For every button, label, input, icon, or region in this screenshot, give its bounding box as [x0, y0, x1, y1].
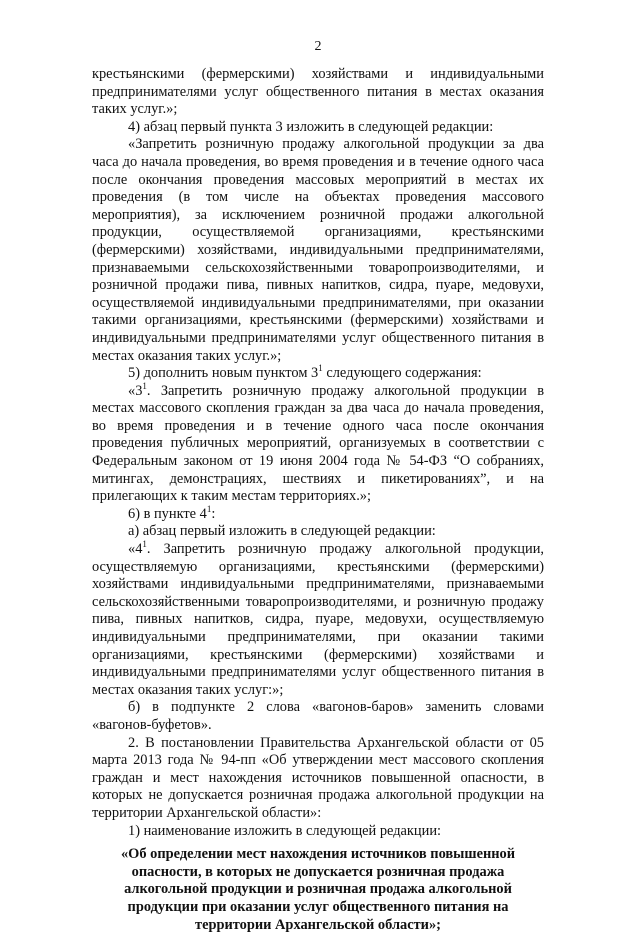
paragraph-item-4: 4) абзац первый пункта 3 изложить в следующей редакции: [128, 118, 494, 135]
paragraph-quote-4-1-pre: «4 [128, 541, 143, 558]
paragraph-quote-3-1-post: . Запретить розничную продажу алкогольной продукции в местах массового скопления граждан за два часа до начала проведения, во время проведения и в течение одного часа после окончания проведения публичных мероприятий, организуемых в соответствии с Федеральным законом от 19 июня 2004 года № 54-ФЗ “О собраниях, митингах, демонстрациях, шествиях и пикетированиях”, и на прилегающих к таким местам территориях.»; [92, 382, 544, 505]
superscript: 1 [318, 363, 323, 374]
paragraph-quote-4-1-post: . Запретить розничную продажу алкогольной продукции, осуществляемую организациями, крестьянскими (фермерскими) хозяйствами индивидуальными предпринимателями, признаваемыми сельскохозяйственными товаропроизводителями, и розничную продажу пива, пивных напитков, сидра, пуаре, медовухи, осуществляемую индивидуальными предпринимателями, при оказании такими организациями, крестьянскими (фермерскими) хозяйствами и индивидуальными предпринимателями услуг общественного питания в местах оказания таких услуг:»; [92, 541, 544, 698]
paragraph-item-6-post: : [211, 505, 216, 522]
paragraph-1: крестьянскими (фермерскими) хозяйствами и индивидуальными предпринимателями услуг общественного питания в местах оказания таких услуг.»; [92, 66, 544, 118]
superscript: 1 [206, 503, 212, 514]
superscript: 1 [142, 380, 147, 391]
paragraph-section-2-item-1: 1) наименование изложить в следующей редакции: [128, 822, 442, 839]
paragraph-quote-3-1-pre: «3 [128, 382, 143, 399]
paragraph-quote-4-1 [92, 541, 544, 699]
document-page [92, 38, 544, 934]
superscript: 1 [142, 539, 147, 550]
paragraph-item-6 [92, 503, 544, 524]
paragraph-quote-3-1 [92, 380, 544, 506]
paragraph-item-5 [92, 365, 544, 383]
page-number: 2 [314, 39, 322, 54]
paragraph-item-5-post: следующего содержания: [322, 365, 482, 382]
paragraph-item-6a: а) абзац первый изложить в следующей редакции: [128, 523, 436, 540]
paragraph-item-6-pre: 6) в пункте 4 [128, 505, 207, 522]
paragraph-quote-3: «Запретить розничную продажу алкогольной продукции за два часа до начала проведения, во время проведения и в течение одного часа после окончания проведения массовых мероприятий в местах их проведения (в том числе на объектах проведения массового мероприятия), за исключением розничной продажи алкогольной продукции, осуществляемой организациями, крестьянскими (фермерскими) хозяйствами, индивидуальными предпринимателями, признаваемыми сельскохозяйственными товаропроизводителями, и розничной продажи пива, пивных напитков, сидра, пуаре, медовухи, осуществляемой индивидуальными предпринимателями, при оказании такими организациями, крестьянскими (фермерскими) хозяйствами и индивидуальными предпринимателями услуг общественного питания в местах оказания таких услуг.»; [92, 136, 544, 364]
paragraph-section-2: 2. В постановлении Правительства Архангельской области от 05 марта 2013 года № 94-пп «Об утверждении мест массового скопления граждан и мест нахождения источников повышенной опасности, в которых не допускается розничная продажа алкогольной продукции на территории Архангельской области»: [92, 734, 544, 821]
bold-title: «Об определении мест нахождения источников повышенной опасности, в которых не допускается розничная продажа алкогольной продукции и розничная продажа алкогольной продукции при оказании услуг общественного питания на территории Архангельской области»; [120, 846, 516, 933]
paragraph-item-6b: б) в подпункте 2 слова «вагонов-баров» заменить словами «вагонов-буфетов». [92, 699, 544, 733]
paragraph-item-5-pre: 5) дополнить новым пунктом 3 [128, 365, 319, 382]
